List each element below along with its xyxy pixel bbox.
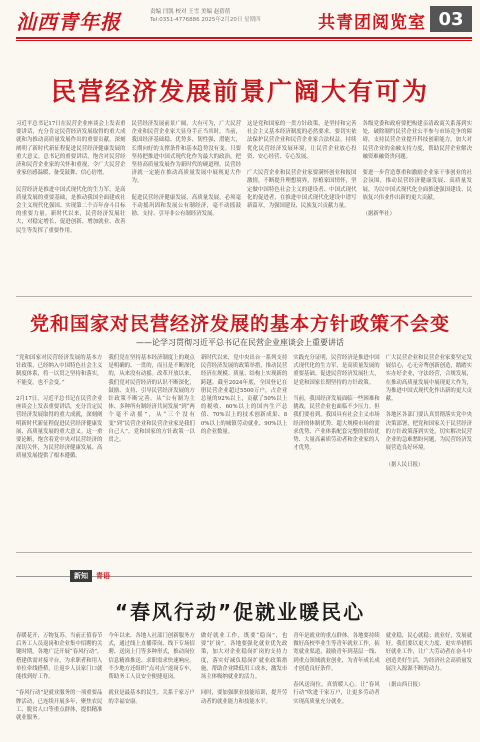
article3-col4: 青年是就业的重点群体。各地要持续做好高校毕业生等青年就业工作，拓宽就业渠道，鼓励青年到基层一线、到重点领域就业创业，为青年成长成才创造良好条件。 春风送岗位，真情暖人心。让“春风行动”吹进千家万户，让更多劳动者实现高质量充分就业。 [293, 633, 380, 705]
article3-col5: 就业稳，民心就稳；就业好，发展就好。我们要以更大力度、更实举措抓好就业工作，让广大劳动者在奋斗中创造美好生活，为经济社会高质量发展注入源源不断的动力。 （据山西日报） [385, 633, 473, 689]
article2-col1: “党和国家对民营经济发展的基本方针政策，已经纳入中国特色社会主义制度体系，将一以贯之坚持和落实，不能变，也不会变。” 2月17日，习近平总书记在民营企业座谈会上发表重要讲话，充分肯定民营经济发展取得的重大成就，深刻阐明新时代新征程促进民营经济健康发展、高质量发展的重大意义。这一重要论断，饱含着党中央对民营经济的深切关怀，为民营经济健康发展、高质量发展提供了根本遵循。 [16, 355, 103, 460]
article2-col5: 广大民营企业和民营企业家要坚定发展信心，心无旁骛创新创造，踏踏实实办好企业，守法经营，合规发展，在推动高质量发展中展现更大作为，为推进中国式现代化作出新的更大贡献。 各地区各部门要认真贯彻落实党中央决策部署，把党和国家关于民营经济的方针政策落到实处，切实解决民营企业的急难愁盼问题，为民营经济发展营造良好环境。 （据人民日报） [385, 355, 473, 468]
article2-subtitle: ——论学习贯彻习近平总书记在民营企业座谈会上重要讲话 [136, 338, 344, 347]
masthead [0, 0, 480, 46]
article1-col4: 各级党委和政府要把构建亲清政商关系落到实处，破除制约民营企业公平参与市场竞争的障碍，支持民营企业提升科技创新能力，加大对民营企业的金融支持力度，帮助民营企业解决融资难融资贵问题。 要进一步营造尊重和激励企业家干事创业的社会氛围，推动民营经济健康发展、高质量发展，为以中国式现代化全面推进强国建设、民族复兴伟业作出新的更大贡献。 （据新华社） [362, 121, 472, 218]
editor-credits: 责编 闫凯 校对 王雪 美编 赵蓓蓓 [150, 9, 231, 15]
article3-title: “春风行动”促就业暖民心 [114, 600, 366, 624]
section-divider-1 [16, 296, 472, 297]
section-divider-2 [16, 552, 472, 553]
article3-col2: 今年以来，各地人社部门创新服务方式，通过线上直播带岗、线下专场招聘、送岗上门等多种形式，推动岗位信息精准推送、求职需求快速响应。不少地方还组织“点对点”返岗专车，帮助务工人员安全便捷返岗。 就业是最基本的民生，关系千家万户的幸福安康。 [108, 633, 195, 705]
article1-col3: 这是党和国家的一贯方针政策，是坚持和完善社会主义基本经济制度的必然要求。要切实依法保护民营企业和民营企业家合法权益，持续优化民营经济发展环境，让民营企业放心投资、安心经营、专心发展。 广大民营企业和民营企业家要满怀创业和报国激情，不断提升理想境界，厚植家国情怀，坚定做中国特色社会主义的建设者、中国式现代化的促进者，在推进中国式现代化建设中谱写新篇章，为强国建设、民族复兴贡献力量。 [247, 121, 357, 210]
newspaper-logo: 汕西青年报 [16, 10, 121, 34]
article3-body [16, 632, 472, 732]
article1-title: 民营经济发展前景广阔大有可为 [50, 77, 429, 106]
section-title: 共青团阅览室 [318, 13, 426, 33]
page-number: 03 [430, 6, 472, 32]
article1-col1: 习近平总书记17日在民营企业座谈会上发表重要讲话，充分肯定民营经济发展取得的重大成就和为推动高质量发展作出的重要贡献，深刻阐明了新时代新征程促进民营经济健康发展的重大意义。总书记的重要讲话，饱含对民营经济和民营企业家的关怀和重视，令广大民营企业家倍感温暖、备受鼓舞、信心倍增。 民营经济是推进中国式现代化的生力军，是高质量发展的重要基础，是推动我国全面建成社会主义现代化强国、实现第二个百年奋斗目标的重要力量。新时代以来，民营经济发展壮大，对稳定增长、促进创新、增加就业、改善民生等发挥了重要作用。 [16, 121, 126, 234]
article3-col3: 做好就业工作，既要“稳岗”，也要“扩岗”。各地要强化就业优先政策，加大对企业稳岗扩岗的支持力度，落实好减负稳岗扩就业政策措施，帮助企业降低用工成本，激发市场主体吸纳就业的活力。 同时，要加强职业技能培训，提升劳动者的就业能力和技能水平。 [200, 633, 288, 705]
article2-title: 党和国家对民营经济发展的基本方针政策不会变 [29, 313, 450, 335]
article3-col1: 春暖花开，万物复苏。当前正值春节后务工人员返岗和企业集中招聘的关键时期，各地广泛开展“春风行动”，搭建供需对接平台，为求职者和用人单位牵线搭桥，让返乡人员家门口就能找到好工作。 “春风行动”是就业服务的一项重要品牌活动，已连续开展多年，聚焦农民工、脱贫人口等重点群体，提供精准就业服务。 [16, 633, 103, 722]
column-banner [70, 568, 170, 584]
article2-col4: 实践充分证明，民营经济是推进中国式现代化的生力军，是高质量发展的重要基础。促进民营经济发展壮大，是党和国家长期坚持的方针政策。 当前，我国经济发展面临一些困难和挑战，民营企业也面临不少压力。但我们要看到，我国具有社会主义市场经济的体制优势、超大规模市场的需求优势、产业体系配套完整的供给优势、大量高素质劳动者和企业家的人才优势。 [293, 355, 380, 452]
article2-col2: 我们党在坚持基本经济制度上的观点是明确的、一贯的，而且是不断深化的，从来没有动摇。改革开放以来，我们党对民营经济的认识不断深化，鼓励、支持、引导民营经济发展的方针政策不断完善。从“公有制为主体、多种所有制经济共同发展”到“两个毫不动摇”，从“三个没有变”到“民营企业和民营企业家是我们自己人”，党和国家的方针政策一以贯之。 [108, 355, 195, 444]
article1-col2: 民营经济发展前景广阔、大有可为，广大民营企业和民营企业家大显身手正当其时。当前，我国经济基础稳、优势多、韧性强、潜能大，长期向好的支撑条件和基本趋势没有变。只要坚持把推进中国式现代化作为最大的政治，把坚持高质量发展作为新时代的硬道理，民营经济就一定能在推动高质量发展中展现更大作为。 促进民营经济健康发展、高质量发展，必须毫不动摇巩固和发展公有制经济，毫不动摇鼓励、支持、引导非公有制经济发展。 [131, 121, 241, 218]
article2-body [16, 354, 472, 536]
masthead-rule [16, 37, 472, 39]
contact-date: Tel:0351-4776886 2025年2月20日 星期四 [150, 17, 261, 23]
masthead-info [150, 8, 310, 24]
banner-tag: 新知 [70, 570, 92, 582]
masthead-rule-thin [16, 40, 472, 41]
banner-label: 青语 [96, 572, 110, 580]
article1-body [16, 120, 472, 288]
article2-col3: 新时代以来，党中央出台一系列支持民营经济发展的政策举措，推动民营经济在规模、质量、结构上实现新的跨越。截至2024年底，全国登记在册民营企业超过5500万户，占企业总量的92%以上，贡献了50%以上的税收、60%以上的国内生产总值、70%以上的技术创新成果、80%以上的城镇劳动就业、90%以上的企业数量。 [200, 355, 288, 435]
